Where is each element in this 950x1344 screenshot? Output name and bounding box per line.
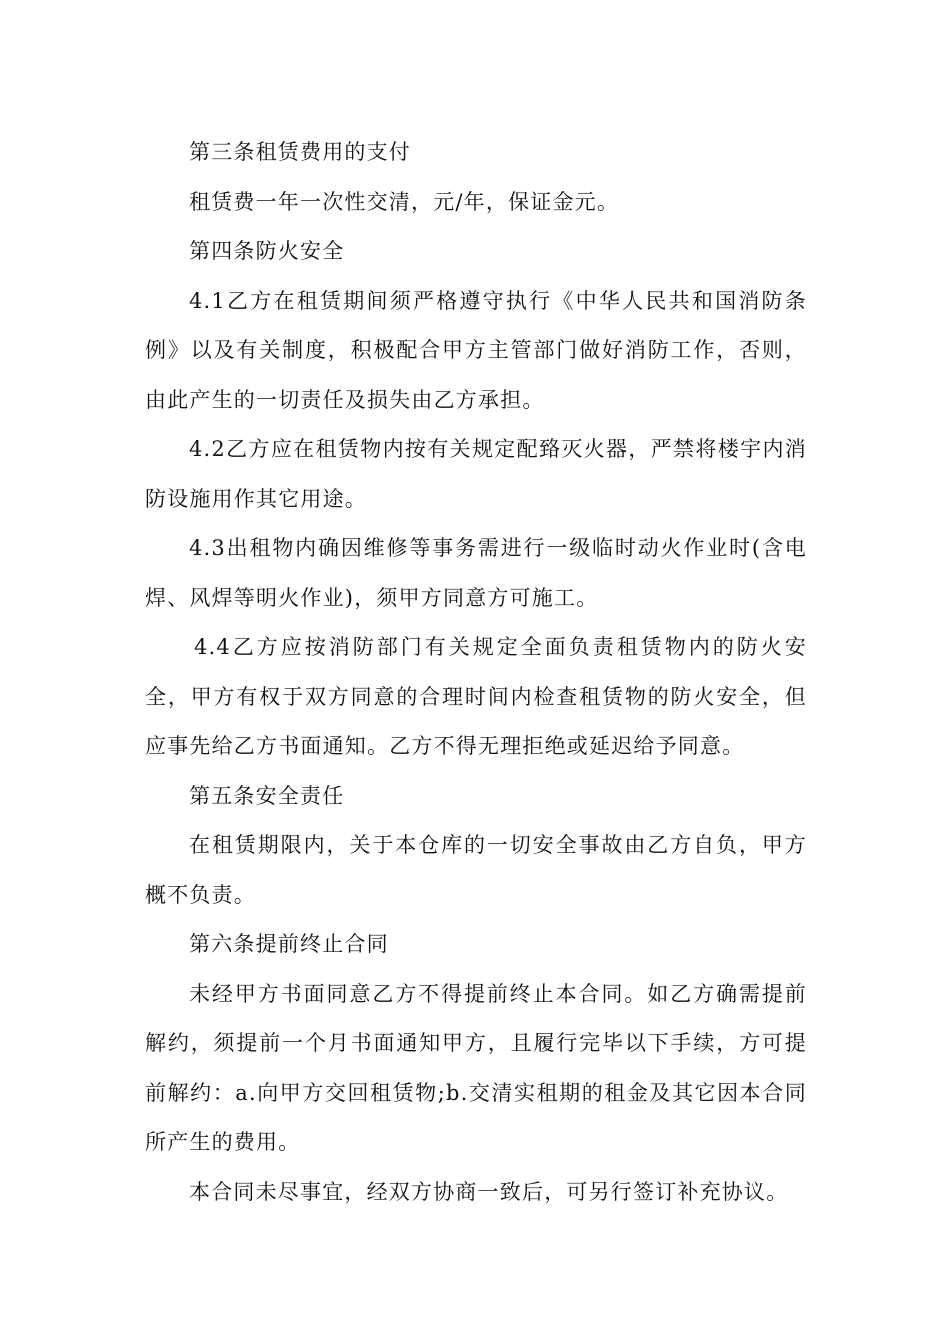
article-3-text: 租赁费一年一次性交清，元/年，保证金元。 [189, 189, 620, 214]
article-3-heading: 第三条租赁费用的支付 [189, 140, 411, 164]
closing-paragraph: 本合同未尽事宜，经双方协商一致后，可另行签订补充协议。 [189, 1179, 789, 1204]
clause-4-3: 4.3出租物内确因维修等事务需进行一级临时动火作业时(含电焊、风焊等明火作业)，须甲方同意方可施工。 [145, 536, 807, 610]
article-6-heading: 第六条提前终止合同 [189, 932, 389, 956]
article-6-text: 未经甲方书面同意乙方不得提前终止本合同。如乙方确需提前解约，须提前一个月书面通知甲方，且履行完毕以下手续，方可提前解约：a.向甲方交回租赁物;b.交清实租期的租金及其它因本合同所产生的费用。 [145, 981, 807, 1154]
clause-4-4: 4.4乙方应按消防部门有关规定全面负责租赁物内的防火安全，甲方有权于双方同意的合理时间内检查租赁物的防火安全，但应事先给乙方书面通知。乙方不得无理拒绝或延迟给予同意。 [145, 635, 807, 758]
document-body [145, 128, 807, 1217]
clause-4-2: 4.2乙方应在租赁物内按有关规定配臵灭火器，严禁将楼宇内消防设施用作其它用途。 [145, 437, 807, 511]
article-5-text: 在租赁期限内，关于本仓库的一切安全事故由乙方自负，甲方概不负责。 [145, 833, 807, 907]
article-5-heading: 第五条安全责任 [189, 783, 345, 808]
article-4-heading: 第四条防火安全 [189, 239, 345, 263]
clause-4-1: 4.1乙方在租赁期间须严格遵守执行《中华人民共和国消防条例》以及有关制度，积极配合甲方主管部门做好消防工作，否则，由此产生的一切责任及损失由乙方承担。 [145, 288, 807, 412]
